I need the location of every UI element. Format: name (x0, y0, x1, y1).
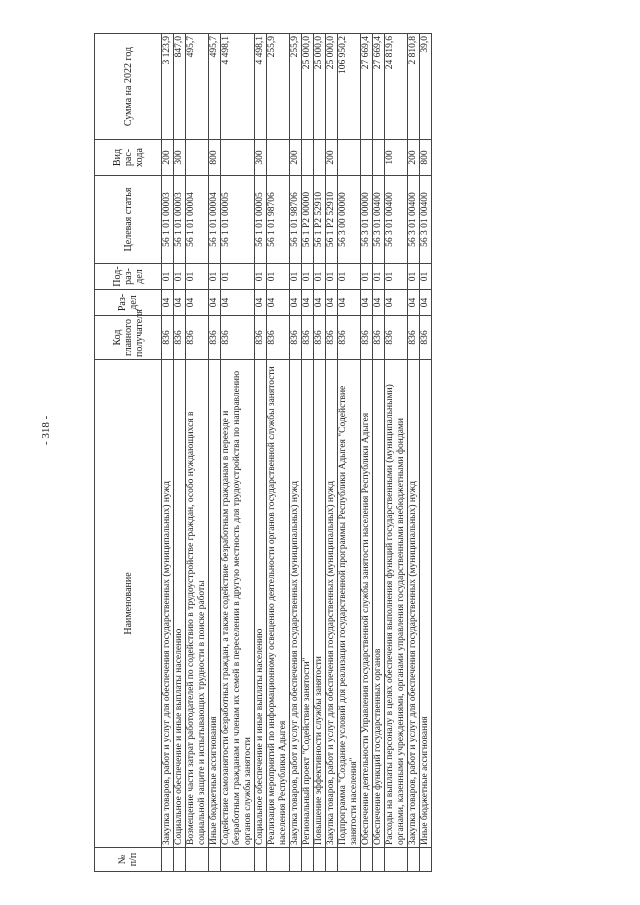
row-vid: 800 (420, 140, 432, 176)
row-num (361, 848, 373, 872)
row-target: 56 1 01 00003 (162, 176, 174, 264)
row-razdel: 04 (290, 290, 302, 316)
row-target: 56 1 01 00004 (186, 176, 209, 264)
row-vid: 300 (174, 140, 186, 176)
row-code: 836 (302, 316, 314, 360)
row-vid (221, 140, 255, 176)
row-num (373, 848, 385, 872)
row-target: 56 3 01 00400 (373, 176, 385, 264)
row-vid (267, 140, 290, 176)
row-num (290, 848, 302, 872)
row-sum: 495,7 (209, 34, 221, 140)
row-sum: 2 810,8 (408, 34, 420, 140)
row-podrazdel: 01 (326, 264, 338, 290)
row-podrazdel: 01 (267, 264, 290, 290)
table-row (373, 34, 385, 872)
header-podrazdel: Под-раз-дел (95, 264, 162, 290)
table-row (420, 34, 432, 872)
row-razdel: 04 (221, 290, 255, 316)
row-sum: 25 000,0 (326, 34, 338, 140)
row-name: Закупка товаров, работ и услуг для обеспечения государственных (муниципальных) нужд (162, 360, 174, 848)
row-vid: 300 (255, 140, 267, 176)
row-code: 836 (162, 316, 174, 360)
row-vid: 200 (408, 140, 420, 176)
row-code: 836 (290, 316, 302, 360)
row-name: Социальное обеспечение и иные выплаты населению (255, 360, 267, 848)
row-sum: 25 000,0 (314, 34, 326, 140)
rotated-page (94, 34, 590, 872)
row-target: 56 3 01 00400 (408, 176, 420, 264)
row-podrazdel: 01 (186, 264, 209, 290)
row-target: 56 1 P2 52910 (314, 176, 326, 264)
row-code: 836 (408, 316, 420, 360)
row-razdel: 04 (302, 290, 314, 316)
row-code: 836 (361, 316, 373, 360)
row-code: 836 (255, 316, 267, 360)
row-num (221, 848, 255, 872)
row-razdel: 04 (420, 290, 432, 316)
row-name: Социальное обеспечение и иные выплаты населению (174, 360, 186, 848)
row-num (408, 848, 420, 872)
row-target: 56 1 P2 00000 (302, 176, 314, 264)
row-razdel: 04 (314, 290, 326, 316)
row-num (314, 848, 326, 872)
row-razdel: 04 (326, 290, 338, 316)
row-name: Закупка товаров, работ и услуг для обеспечения государственных (муниципальных) нужд (408, 360, 420, 848)
row-code: 836 (221, 316, 255, 360)
row-num (162, 848, 174, 872)
row-name: Реализация мероприятий по информационному освещению деятельности органов государственной службы занятости населения Республики Адыгея (267, 360, 290, 848)
row-num (385, 848, 408, 872)
row-num (267, 848, 290, 872)
row-podrazdel: 01 (174, 264, 186, 290)
header-sum: Сумма на 2022 год (95, 34, 162, 140)
row-razdel: 04 (162, 290, 174, 316)
row-name: Подпрограмма "Создание условий для реализации государственной программы Республики Адыгея "Содействие занятости населения" (338, 360, 361, 848)
row-target: 56 1 01 00005 (221, 176, 255, 264)
row-code: 836 (373, 316, 385, 360)
row-name: Иные бюджетные ассигнования (209, 360, 221, 848)
row-target: 56 1 01 00004 (209, 176, 221, 264)
row-sum: 255,9 (290, 34, 302, 140)
table-row (326, 34, 338, 872)
row-sum: 4 498,1 (221, 34, 255, 140)
table-row (186, 34, 209, 872)
row-sum: 3 123,9 (162, 34, 174, 140)
row-name: Иные бюджетные ассигнования (420, 360, 432, 848)
row-razdel: 04 (174, 290, 186, 316)
row-podrazdel: 01 (162, 264, 174, 290)
row-target: 56 1 01 98706 (267, 176, 290, 264)
row-podrazdel: 01 (255, 264, 267, 290)
row-podrazdel: 01 (290, 264, 302, 290)
row-target: 56 3 00 00000 (338, 176, 361, 264)
row-code: 836 (385, 316, 408, 360)
row-num (302, 848, 314, 872)
row-podrazdel: 01 (373, 264, 385, 290)
table-row (385, 34, 408, 872)
row-target: 56 1 01 00003 (174, 176, 186, 264)
row-podrazdel: 01 (209, 264, 221, 290)
row-name: Региональный проект "Содействие занятости" (302, 360, 314, 848)
row-name: Возмещение части затрат работодателей по содействию в трудоустройстве граждан, особо нуждающихся в социальной защите и испытывающих трудности в поиске работы (186, 360, 209, 848)
row-code: 836 (174, 316, 186, 360)
row-vid: 100 (385, 140, 408, 176)
row-razdel: 04 (373, 290, 385, 316)
row-razdel: 04 (385, 290, 408, 316)
row-vid (302, 140, 314, 176)
table-row (290, 34, 302, 872)
row-podrazdel: 01 (361, 264, 373, 290)
row-name: Закупка товаров, работ и услуг для обеспечения государственных (муниципальных) нужд (290, 360, 302, 848)
row-target: 56 1 01 98706 (290, 176, 302, 264)
table-row (408, 34, 420, 872)
row-sum: 255,9 (267, 34, 290, 140)
table-row (162, 34, 174, 872)
row-name: Расходы на выплаты персоналу в целях обеспечения выполнения функций государственными (муниципальными) органами, казенными учреждениями, органами управления государственными внебюджетными фондами (385, 360, 408, 848)
header-razdel: Раз-дел (95, 290, 162, 316)
row-num (338, 848, 361, 872)
row-vid (361, 140, 373, 176)
row-name: Содействие самозанятости безработных граждан, а также содействие безработным гражданам в переезде и безработным гражданам и членам их семей в переселении в другую местность для трудоустройства по направлению органов службы занятости (221, 360, 255, 848)
budget-table (94, 33, 432, 872)
row-num (255, 848, 267, 872)
row-vid: 200 (290, 140, 302, 176)
row-razdel: 04 (338, 290, 361, 316)
row-razdel: 04 (186, 290, 209, 316)
row-name: Обеспечение деятельности Управления государственной службы занятости населения Республики Адыгея (361, 360, 373, 848)
row-razdel: 04 (267, 290, 290, 316)
row-sum: 39,0 (420, 34, 432, 140)
row-sum: 25 000,0 (302, 34, 314, 140)
row-razdel: 04 (408, 290, 420, 316)
row-vid (338, 140, 361, 176)
row-num (174, 848, 186, 872)
page-number: - 318 - (40, 415, 52, 445)
table-row (174, 34, 186, 872)
row-sum: 4 498,1 (255, 34, 267, 140)
row-target: 56 1 01 00005 (255, 176, 267, 264)
row-name: Закупка товаров, работ и услуг для обеспечения государственных (муниципальных) нужд (326, 360, 338, 848)
row-num (326, 848, 338, 872)
row-vid (186, 140, 209, 176)
row-vid: 800 (209, 140, 221, 176)
row-podrazdel: 01 (314, 264, 326, 290)
row-razdel: 04 (255, 290, 267, 316)
row-vid (373, 140, 385, 176)
row-target: 56 3 01 00000 (361, 176, 373, 264)
row-vid (314, 140, 326, 176)
row-vid: 200 (326, 140, 338, 176)
row-podrazdel: 01 (302, 264, 314, 290)
row-target: 56 1 P2 52910 (326, 176, 338, 264)
row-podrazdel: 01 (408, 264, 420, 290)
row-razdel: 04 (209, 290, 221, 316)
row-code: 836 (326, 316, 338, 360)
row-sum: 27 669,4 (373, 34, 385, 140)
table-row (209, 34, 221, 872)
row-code: 836 (267, 316, 290, 360)
header-row (95, 34, 162, 872)
table-row (361, 34, 373, 872)
table-row (302, 34, 314, 872)
row-target: 56 3 01 00400 (385, 176, 408, 264)
header-name: Наименование (95, 360, 162, 848)
row-num (420, 848, 432, 872)
row-razdel: 04 (361, 290, 373, 316)
row-name: Обеспечение функций государственных органов (373, 360, 385, 848)
table-row (221, 34, 255, 872)
row-code: 836 (186, 316, 209, 360)
row-podrazdel: 01 (420, 264, 432, 290)
table-row (314, 34, 326, 872)
row-code: 836 (314, 316, 326, 360)
row-name: Повышение эффективности службы занятости (314, 360, 326, 848)
table-row (267, 34, 290, 872)
row-code: 836 (209, 316, 221, 360)
header-num: № п/п (95, 848, 162, 872)
row-podrazdel: 01 (385, 264, 408, 290)
row-num (209, 848, 221, 872)
header-code: Код главного получателя (95, 316, 162, 360)
row-sum: 847,0 (174, 34, 186, 140)
table-row (338, 34, 361, 872)
header-vid: Вид рас-хода (95, 140, 162, 176)
row-sum: 106 950,2 (338, 34, 361, 140)
row-sum: 27 669,4 (361, 34, 373, 140)
row-sum: 495,7 (186, 34, 209, 140)
row-num (186, 848, 209, 872)
row-code: 836 (338, 316, 361, 360)
row-target: 56 3 01 00400 (420, 176, 432, 264)
row-vid: 200 (162, 140, 174, 176)
row-podrazdel: 01 (338, 264, 361, 290)
row-code: 836 (420, 316, 432, 360)
table-row (255, 34, 267, 872)
row-podrazdel: 01 (221, 264, 255, 290)
header-target: Целевая статья (95, 176, 162, 264)
row-sum: 24 819,6 (385, 34, 408, 140)
